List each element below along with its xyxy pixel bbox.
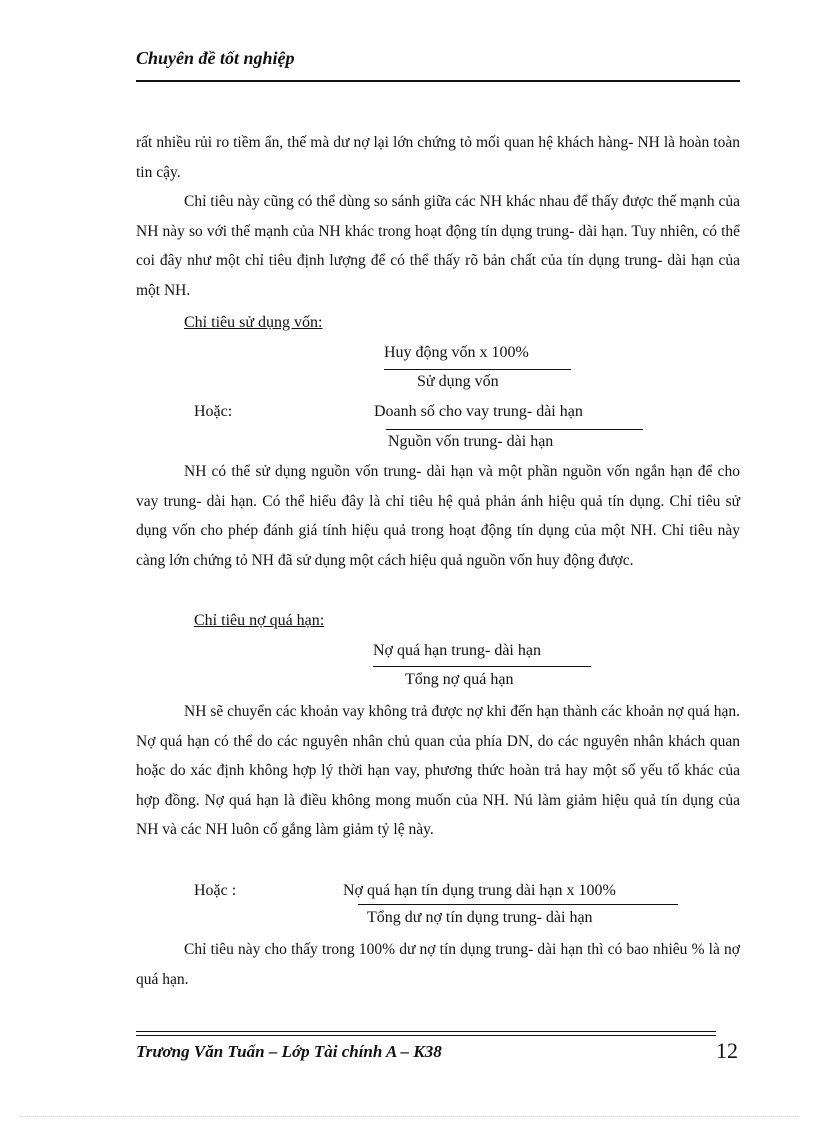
content-block-2 [136,457,740,575]
header-title: Chuyên đề tốt nghiệp [136,48,295,68]
paragraph-2: Chỉ tiêu này cũng có thể dùng so sánh giữa các NH khác nhau để thấy được thế mạnh của NH này so với thế mạnh của NH khác trong hoạt động tín dụng trung- dài hạn. Tuy nhiên, có thể coi đây như một chỉ tiêu định lượng để có thể thấy rõ bản chất của tín dụng trung- dài hạn của một NH. [136,193,740,299]
formula-2-denominator: Nguồn vốn trung- dài hạn [388,433,554,450]
paragraph-1: rất nhiều rủi ro tiềm ẩn, thế mà dư nợ lại lớn chứng tỏ mối quan hệ khách hàng- NH là hoàn toàn tin cậy. [136,134,740,181]
heading-capital-usage: Chỉ tiêu sử dụng vốn: [184,314,323,331]
header-rule [136,80,740,82]
content-block-3 [136,697,740,845]
formula-3-denominator: Tổng nợ quá hạn [405,671,514,688]
formula-3-numerator: Nợ quá hạn trung- dài hạn [373,642,541,659]
formula-4-prefix: Hoặc : [194,882,237,899]
paragraph-5: Chỉ tiêu này cho thấy trong 100% dư nợ tín dụng trung- dài hạn thì có bao nhiêu % là nợ quá hạn. [136,941,740,988]
formula-2-numerator: Doanh số cho vay trung- dài hạn [374,403,583,420]
formula-4-fraction-line [358,904,678,905]
formula-1-denominator: Sử dụng vốn [417,373,499,390]
footer-rule-top [136,1031,716,1032]
paragraph-4: NH sẽ chuyển các khoản vay không trả được nợ khi đến hạn thành các khoản nợ quá hạn. Nợ quá hạn có thể do các nguyên nhân chủ quan của phía DN, do các nguyên nhân khách quan hoặc do xác định không hợp lý thời hạn vay, phương thức hoàn trả hay một số yếu tố khác của hợp đồng. Nợ quá hạn là điều không mong muốn của NH. Nú làm giảm hiệu quả tín dụng của NH và các NH luôn cố gắng làm giảm tỷ lệ này. [136,703,740,838]
formula-2-fraction-line [386,429,643,430]
bottom-dotted-divider [20,1116,800,1117]
footer-rule-bottom [136,1035,716,1036]
heading-overdue-debt: Chỉ tiêu nợ quá hạn: [194,612,325,629]
paragraph-3: NH có thể sử dụng nguồn vốn trung- dài hạn và một phần nguồn vốn ngắn hạn để cho vay trung- dài hạn. Có thể hiểu đây là chỉ tiêu hệ quả phản ánh hiệu quả tín dụng. Chỉ tiêu sử dụng vốn cho phép đánh giá tính hiệu quả trong hoạt động tín dụng của một NH. Chỉ tiêu này càng lớn chứng tỏ NH đã sử dụng một cách hiệu quả nguồn vốn huy động được. [136,463,740,569]
formula-1-fraction-line [384,369,571,370]
content-block-1 [136,128,740,305]
formula-1-numerator: Huy động vốn x 100% [384,344,529,361]
formula-3-fraction-line [373,666,591,667]
footer-author: Trương Văn Tuấn – Lớp Tài chính A – K38 [136,1042,442,1061]
formula-4-numerator: Nợ quá hạn tín dụng trung dài hạn x 100% [343,882,616,899]
content-block-4 [136,935,740,994]
formula-2-prefix: Hoặc: [194,403,233,420]
formula-4-denominator: Tổng dư nợ tín dụng trung- dài hạn [367,909,593,926]
page-number: 12 [716,1038,738,1063]
